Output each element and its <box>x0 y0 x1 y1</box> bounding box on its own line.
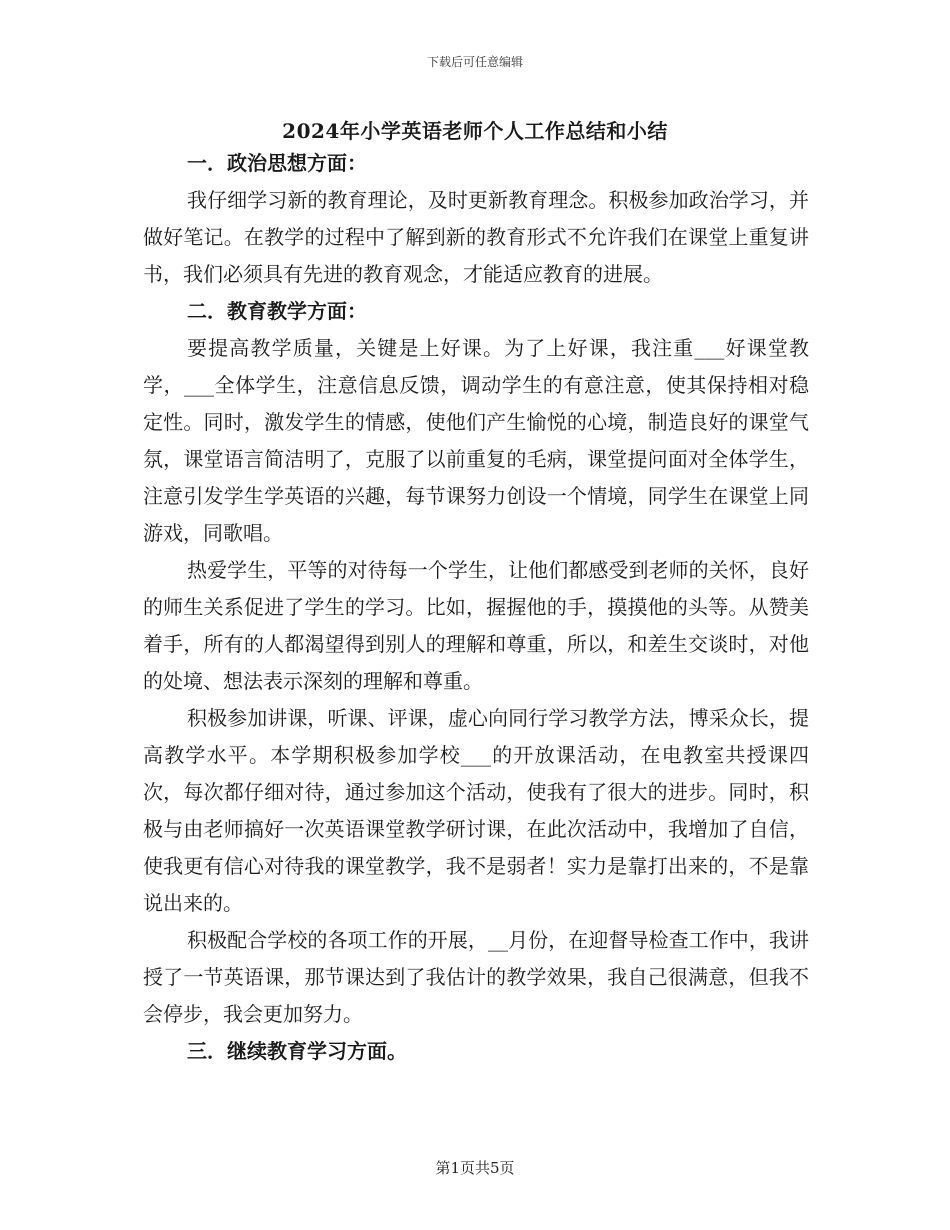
document-body <box>143 145 809 1070</box>
page-footer: 第1页共5页 <box>435 1159 515 1177</box>
paragraph: 积极配合学校的各项工作的开展，__月份，在迎督导检查工作中，我讲授了一节英语课，那节课达到了我估计的教学效果，我自己很满意，但我不会停步，我会更加努力。 <box>143 928 809 1026</box>
paragraph: 要提高教学质量，关键是上好课。为了上好课，我注重___好课堂教学，___全体学生，注意信息反馈，调动学生的有意注意，使其保持相对稳定性。同时，激发学生的情感，使他们产生愉悦的心境，制造良好的课堂气氛，课堂语言简洁明了，克服了以前重复的毛病，课堂提问面对全体学生，注意引发学生学英语的兴趣，每节课努力创设一个情境，同学生在课堂上同游戏，同歌唱。 <box>143 336 809 545</box>
section-heading-politics: 一．政治思想方面： <box>187 151 367 175</box>
header-note: 下载后可任意编辑 <box>426 55 523 69</box>
paragraph: 我仔细学习新的教育理论，及时更新教育理念。积极参加政治学习，并做好笔记。在教学的过程中了解到新的教育形式不允许我们在课堂上重复讲书，我们必须具有先进的教育观念，才能适应教育的进展。 <box>143 188 809 286</box>
paragraph: 热爱学生，平等的对待每一个学生，让他们都感受到老师的关怀，良好的师生关系促进了学生的学习。比如，握握他的手，摸摸他的头等。从赞美着手，所有的人都渴望得到别人的理解和尊重，所以，和差生交谈时，对他的处境、想法表示深刻的理解和尊重。 <box>143 558 809 693</box>
paragraph: 积极参加讲课，听课、评课，虚心向同行学习教学方法，博采众长，提高教学水平。本学期积极参加学校___的开放课活动，在电教室共授课四次，每次都仔细对待，通过参加这个活动，使我有了很大的进步。同时，积极与由老师搞好一次英语课堂教学研讨课，在此次活动中，我增加了自信，使我更有信心对待我的课堂教学，我不是弱者！实力是靠打出来的，不是靠说出来的。 <box>143 706 809 915</box>
section-heading-continuing-education: 三．继续教育学习方面。 <box>187 1039 407 1063</box>
document-title: 2024年小学英语老师个人工作总结和小结 <box>282 119 668 143</box>
section-heading-teaching: 二．教育教学方面： <box>187 299 367 323</box>
